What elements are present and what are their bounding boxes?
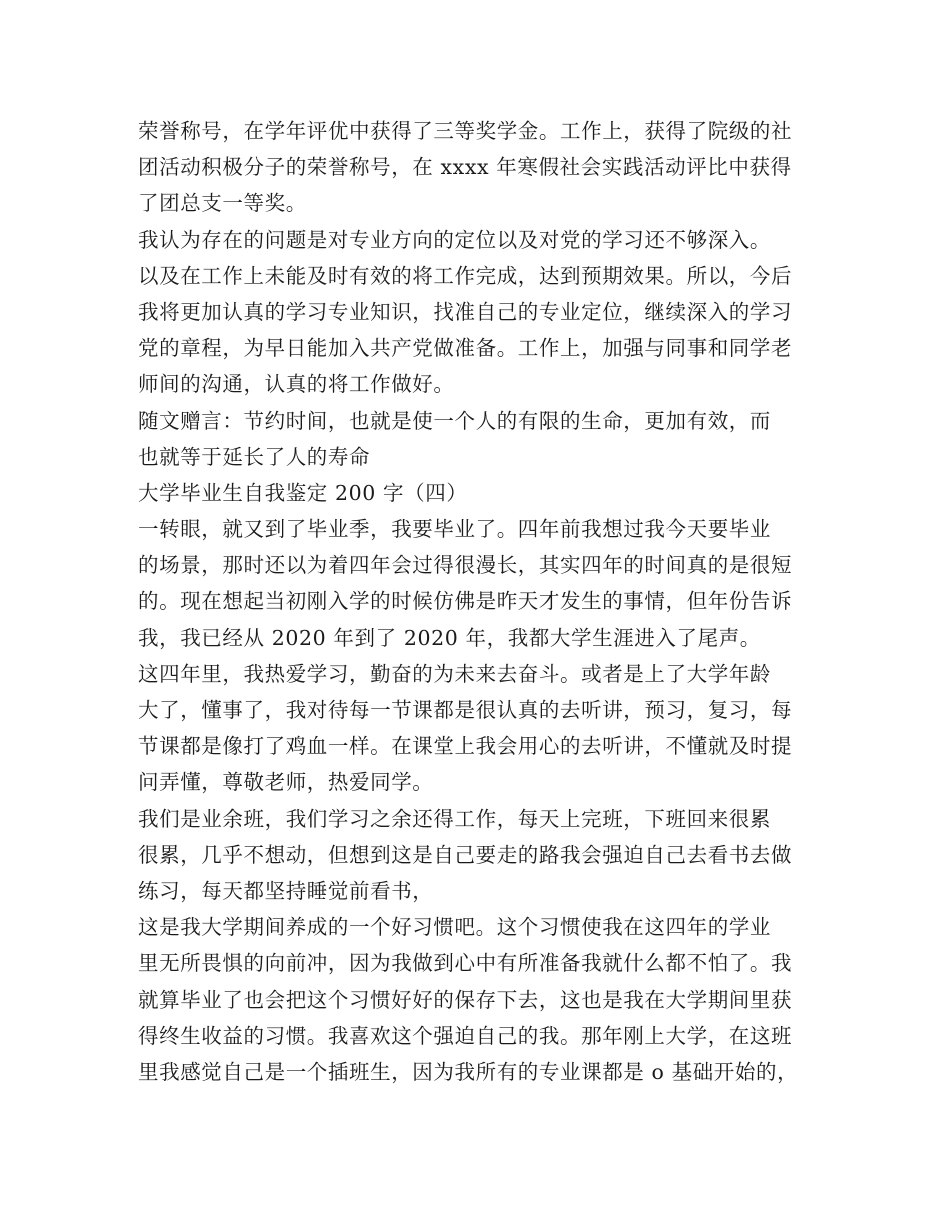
text-line: 我们是业余班，我们学习之余还得工作，每天上完班，下班回来很累 xyxy=(138,806,771,831)
paragraph-habit xyxy=(138,909,818,1090)
text-line: 就算毕业了也会把这个习惯好好的保存下去，这也是我在大学期间里获 xyxy=(138,987,793,1012)
text-line: 了团总支一等奖。 xyxy=(138,191,307,216)
text-line: 师间的沟通，认真的将工作做好。 xyxy=(138,372,455,397)
text-line: 里无所畏惧的向前冲，因为我做到心中有所准备我就什么都不怕了。我 xyxy=(138,951,793,976)
paragraph-quote xyxy=(138,403,818,475)
text-line: 问弄懂，尊敬老师，热爱同学。 xyxy=(138,770,434,795)
text-line: 练习，每天都坚持睡觉前看书， xyxy=(138,878,434,903)
document-body xyxy=(138,113,818,1090)
text-line: 我认为存在的问题是对专业方向的定位以及对党的学习还不够深入。 xyxy=(138,227,771,252)
paragraph-problems xyxy=(138,222,818,403)
text-line: 这是我大学期间养成的一个好习惯吧。这个习惯使我在这四年的学业 xyxy=(138,915,771,940)
section-title: 大学毕业生自我鉴定 200 字（四） xyxy=(138,480,468,505)
section-heading xyxy=(138,475,818,511)
text-line: 大了，懂事了，我对待每一节课都是很认真的去听讲，预习，复习，每 xyxy=(138,698,793,722)
text-line: 团活动积极分子的荣誉称号，在 xxxx 年寒假社会实践活动评比中获得 xyxy=(138,155,792,180)
text-line: 一转眼，就又到了毕业季，我要毕业了。四年前我想过我今天要毕业 xyxy=(138,517,771,542)
text-line: 我，我已经从 2020 年到了 2020 年，我都大学生涯进入了尾声。 xyxy=(138,625,761,650)
text-line: 荣誉称号，在学年评优中获得了三等奖学金。工作上，获得了院级的社 xyxy=(138,119,793,143)
paragraph-study xyxy=(138,656,818,801)
text-line: 以及在工作上未能及时有效的将工作完成，达到预期效果。所以，今后 xyxy=(138,263,793,288)
paragraph-parttime xyxy=(138,801,818,910)
text-line: 党的章程，为早日能加入共产党做准备。工作上，加强与同事和同学老 xyxy=(138,336,793,361)
text-line: 很累，几乎不想动，但想到这是自己要走的路我会强迫自己去看书去做 xyxy=(138,842,793,867)
paragraph-graduation xyxy=(138,511,818,656)
paragraph-honors xyxy=(138,113,818,222)
text-line: 的。现在想起当初刚入学的时候仿佛是昨天才发生的事情，但年份告诉 xyxy=(138,589,793,614)
text-line: 节课都是像打了鸡血一样。在课堂上我会用心的去听讲，不懂就及时提 xyxy=(138,734,793,759)
text-line: 的场景，那时还以为着四年会过得很漫长，其实四年的时间真的是很短 xyxy=(138,553,793,578)
text-line: 也就等于延长了人的寿命 xyxy=(138,444,371,469)
text-line: 我将更加认真的学习专业知识，找准自己的专业定位，继续深入的学习 xyxy=(138,299,793,324)
text-line: 随文赠言：节约时间，也就是使一个人的有限的生命，更加有效，而 xyxy=(138,408,771,433)
text-line: 这四年里，我热爱学习，勤奋的为未来去奋斗。或者是上了大学年龄 xyxy=(138,661,771,686)
text-line: 得终生收益的习惯。我喜欢这个强迫自己的我。那年刚上大学，在这班 xyxy=(138,1023,793,1048)
text-line: 里我感觉自己是一个插班生，因为我所有的专业课都是 o 基础开始的， xyxy=(138,1059,799,1084)
